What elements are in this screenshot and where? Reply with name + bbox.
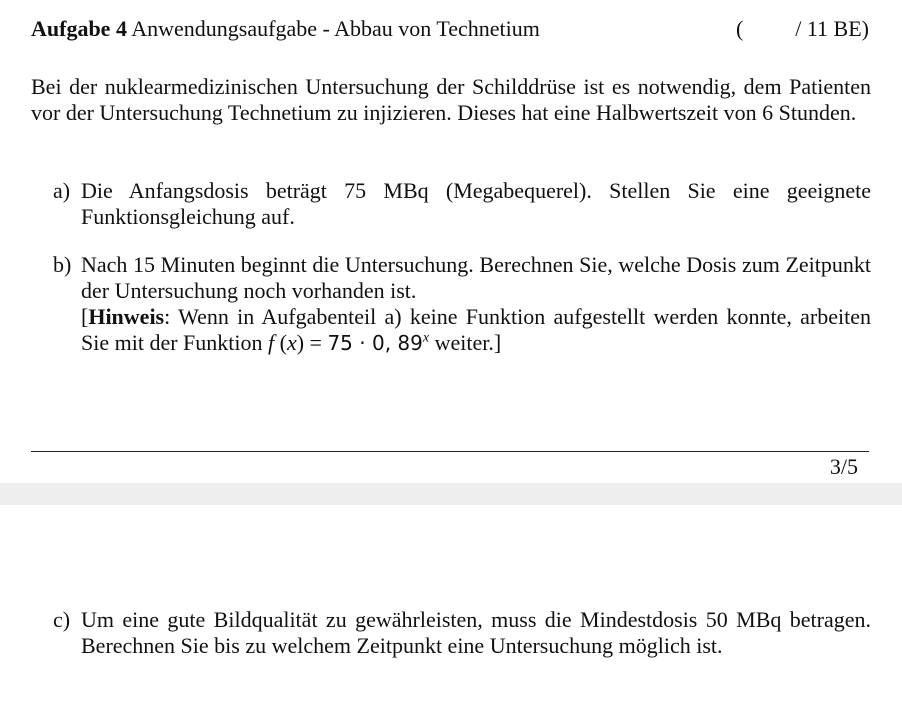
task-c [53, 607, 871, 659]
task-b-hint [81, 304, 871, 356]
task-title: Anwendungsaufgabe - Abbau von Technetium [131, 16, 540, 41]
math-variable: x [286, 330, 297, 355]
intro-paragraph: Bei der nuklearmedizinischen Untersuchung der Schilddrüse ist es notwendig, dem Patienten vor der Untersuchung Technetium zu injizieren. Dieses hat eine Halbwertszeit von 6 Stunden. [31, 74, 871, 125]
task-c-letter: c) [53, 607, 71, 632]
task-a-letter: a) [53, 178, 71, 203]
score-open: ( [735, 16, 744, 41]
page-sheet-bottom [0, 505, 902, 705]
footer-rule [31, 451, 869, 452]
math-exponent: x [422, 330, 430, 346]
hint-open: [ [81, 304, 89, 329]
math-expression: 75 · 0, 89 [327, 331, 423, 355]
math-paren-close: ) = [296, 330, 328, 355]
task-a [53, 178, 871, 230]
hint-end: weiter.] [429, 330, 502, 355]
score-field [736, 14, 869, 44]
score-total: / 11 BE) [795, 16, 869, 41]
hint-text: : Wenn in Aufgabenteil a) keine Funktion aufgestellt werden konnte, arbeiten Sie mit der Funktion [81, 304, 871, 355]
task-b [53, 252, 871, 356]
math-function-name: f [268, 330, 275, 355]
task-b-body [81, 252, 871, 356]
math-paren-open: ( [274, 330, 287, 355]
task-label: Aufgabe 4 [31, 16, 127, 41]
page-gap [0, 483, 902, 505]
task-a-text: Die Anfangsdosis beträgt 75 MBq (Megabequerel). Stellen Sie eine geeignete Funktionsgleichung auf. [81, 178, 871, 229]
task-b-text: Nach 15 Minuten beginnt die Untersuchung. Berechnen Sie, welche Dosis zum Zeitpunkt der Untersuchung noch vorhanden ist. [81, 252, 871, 303]
page-number: 3/5 [829, 454, 858, 479]
hint-label: Hinweis [88, 304, 165, 329]
task-heading [31, 14, 869, 44]
task-c-text: Um eine gute Bildqualität zu gewährleisten, muss die Mindestdosis 50 MBq betragen. Berechnen Sie bis zu welchem Zeitpunkt eine Untersuchung möglich ist. [81, 607, 871, 658]
task-b-letter: b) [53, 252, 72, 277]
